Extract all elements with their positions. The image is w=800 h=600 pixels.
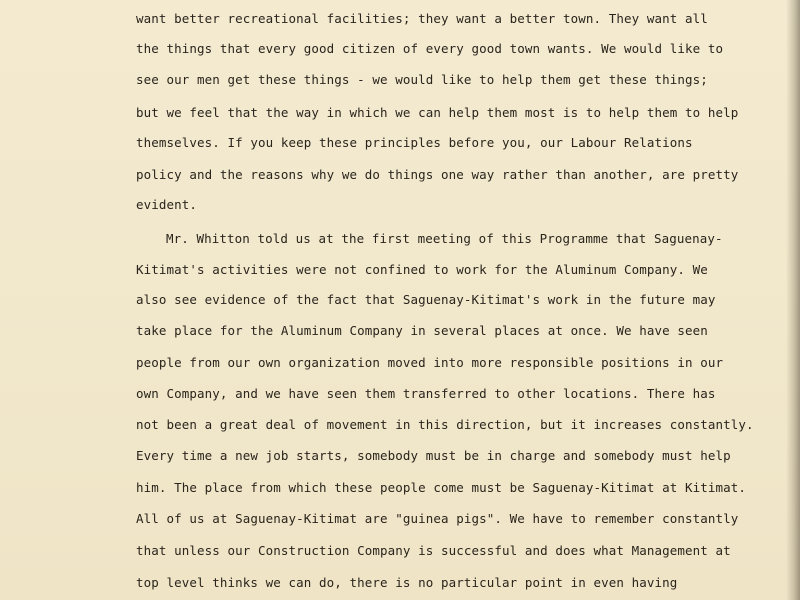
text-line: people from our own organization moved into more responsible positions in our xyxy=(136,355,724,370)
text-line: Every time a new job starts, somebody must be in charge and somebody must help xyxy=(136,448,731,463)
text-line: that unless our Construction Company is successful and does what Management at xyxy=(136,543,731,558)
text-line: him. The place from which these people come must be Saguenay-Kitimat at Kitimat. xyxy=(136,480,747,495)
text-line: take place for the Aluminum Company in several places at once. We have seen xyxy=(136,323,708,338)
text-line: themselves. If you keep these principles before you, our Labour Relations xyxy=(136,135,693,150)
text-line: evident. xyxy=(136,197,198,212)
text-line: top level thinks we can do, there is no particular point in even having xyxy=(136,575,678,590)
text-line: All of us at Saguenay-Kitimat are "guinea pigs". We have to remember constantly xyxy=(136,511,739,526)
text-line: Mr. Whitton told us at the first meeting of this Programme that Saguenay- xyxy=(166,231,723,246)
text-line: the things that every good citizen of every good town wants. We would like to xyxy=(136,41,724,56)
text-line: not been a great deal of movement in this direction, but it increases constantly. xyxy=(136,417,754,432)
text-line: own Company, and we have seen them transferred to other locations. There has xyxy=(136,386,716,401)
text-line: see our men get these things - we would like to help them get these things; xyxy=(136,72,708,87)
text-line: also see evidence of the fact that Saguenay-Kitimat's work in the future may xyxy=(136,292,716,307)
text-line: want better recreational facilities; they want a better town. They want all xyxy=(136,11,708,26)
text-line: policy and the reasons why we do things one way rather than another, are pretty xyxy=(136,167,739,182)
text-line: Kitimat's activities were not confined to work for the Aluminum Company. We xyxy=(136,262,708,277)
text-line: but we feel that the way in which we can help them most is to help them to help xyxy=(136,105,739,120)
